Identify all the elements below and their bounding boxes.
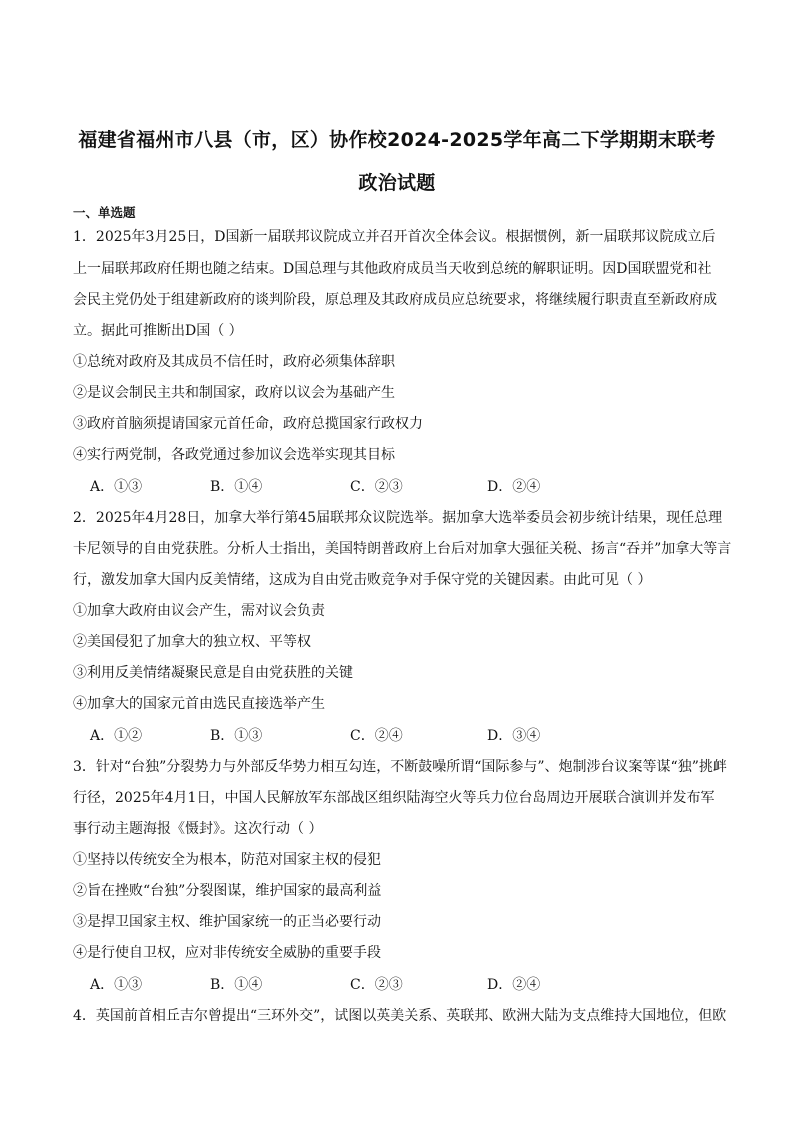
question-stem-line: 立。据此可推断出D国（ ） xyxy=(73,323,243,339)
statement-item: ④是行使自卫权，应对非传统安全威胁的重要手段 xyxy=(73,945,381,961)
question-stem-line: 1．2025年3月25日，D国新一届联邦议院成立并召开首次全体会议。根据惯例，新一届联邦议院成立后 xyxy=(73,229,716,245)
option-a[interactable]: A．①③ xyxy=(90,977,143,993)
option-a[interactable]: A．①② xyxy=(90,728,143,744)
statement-item: ④实行两党制，各政党通过参加议会选举实现其目标 xyxy=(73,447,395,463)
statement-item: ①坚持以传统安全为根本，防范对国家主权的侵犯 xyxy=(73,852,381,868)
question-stem-line: 行，激发加拿大国内反美情绪，这成为自由党击败竞争对手保守党的关键因素。由此可见（ ） xyxy=(73,572,652,588)
answer-options xyxy=(90,976,730,994)
statement-item: ②美国侵犯了加拿大的独立权、平等权 xyxy=(73,634,311,650)
answer-options xyxy=(90,478,730,496)
option-c[interactable]: C．②③ xyxy=(350,479,403,495)
question-stem-line: 卡尼领导的自由党获胜。分析人士指出，美国特朗普政府上台后对加拿大强征关税、扬言“吞并”加拿大等言 xyxy=(73,541,732,557)
statement-item: ②是议会制民主共和制国家，政府以议会为基础产生 xyxy=(73,385,395,401)
statement-item: ③政府首脑须提请国家元首任命，政府总揽国家行政权力 xyxy=(73,416,423,432)
option-b[interactable]: B．①④ xyxy=(210,977,263,993)
question-stem-line: 行径，2025年4月1日，中国人民解放军东部战区组织陆海空火等兵力位台岛周边开展联合演训并发布军 xyxy=(73,790,715,806)
option-c[interactable]: C．②③ xyxy=(350,977,403,993)
question-stem-line: 4．英国前首相丘吉尔曾提出“三环外交”，试图以英美关系、英联邦、欧洲大陆为支点维持大国地位，但欧 xyxy=(73,1008,727,1024)
option-a[interactable]: A．①③ xyxy=(90,479,143,495)
document-title: 福建省福州市八县（市，区）协作校2024-2025学年高二下学期期末联考 xyxy=(78,129,716,151)
question-stem-line: 2．2025年4月28日，加拿大举行第45届联邦众议院选举。据加拿大选举委员会初步统计结果，现任总理 xyxy=(73,510,723,526)
statement-item: ①总统对政府及其成员不信任时，政府必须集体辞职 xyxy=(73,354,395,370)
option-c[interactable]: C．②④ xyxy=(350,728,403,744)
option-b[interactable]: B．①③ xyxy=(210,728,263,744)
question-stem-line: 上一届联邦政府任期也随之结束。D国总理与其他政府成员当天收到总统的解职证明。因D国联盟党和社 xyxy=(73,261,712,277)
option-d[interactable]: D．②④ xyxy=(487,479,541,495)
statement-item: ③利用反美情绪凝聚民意是自由党获胜的关键 xyxy=(73,665,353,681)
question-stem-line: 事行动主题海报《慑封》。这次行动（ ） xyxy=(73,821,323,837)
statement-item: ②旨在挫败“台独”分裂图谋，维护国家的最高利益 xyxy=(73,883,382,899)
statement-item: ①加拿大政府由议会产生，需对议会负责 xyxy=(73,603,325,619)
option-d[interactable]: D．③④ xyxy=(487,728,541,744)
question-stem-line: 会民主党仍处于组建新政府的谈判阶段，原总理及其政府成员应总统要求，将继续履行职责直至新政府成 xyxy=(73,292,717,308)
statement-item: ④加拿大的国家元首由选民直接选举产生 xyxy=(73,696,325,712)
section-heading: 一、单选题 xyxy=(73,205,136,220)
question-stem-line: 3．针对“台独”分裂势力与外部反华势力相互勾连，不断鼓噪所谓“国际参与”、炮制涉台议案等谋“独”挑衅 xyxy=(73,759,727,775)
document-subtitle: 政治试题 xyxy=(358,172,436,194)
option-d[interactable]: D．②④ xyxy=(487,977,541,993)
option-b[interactable]: B．①④ xyxy=(210,479,263,495)
answer-options xyxy=(90,727,730,745)
statement-item: ③是捍卫国家主权、维护国家统一的正当必要行动 xyxy=(73,914,381,930)
